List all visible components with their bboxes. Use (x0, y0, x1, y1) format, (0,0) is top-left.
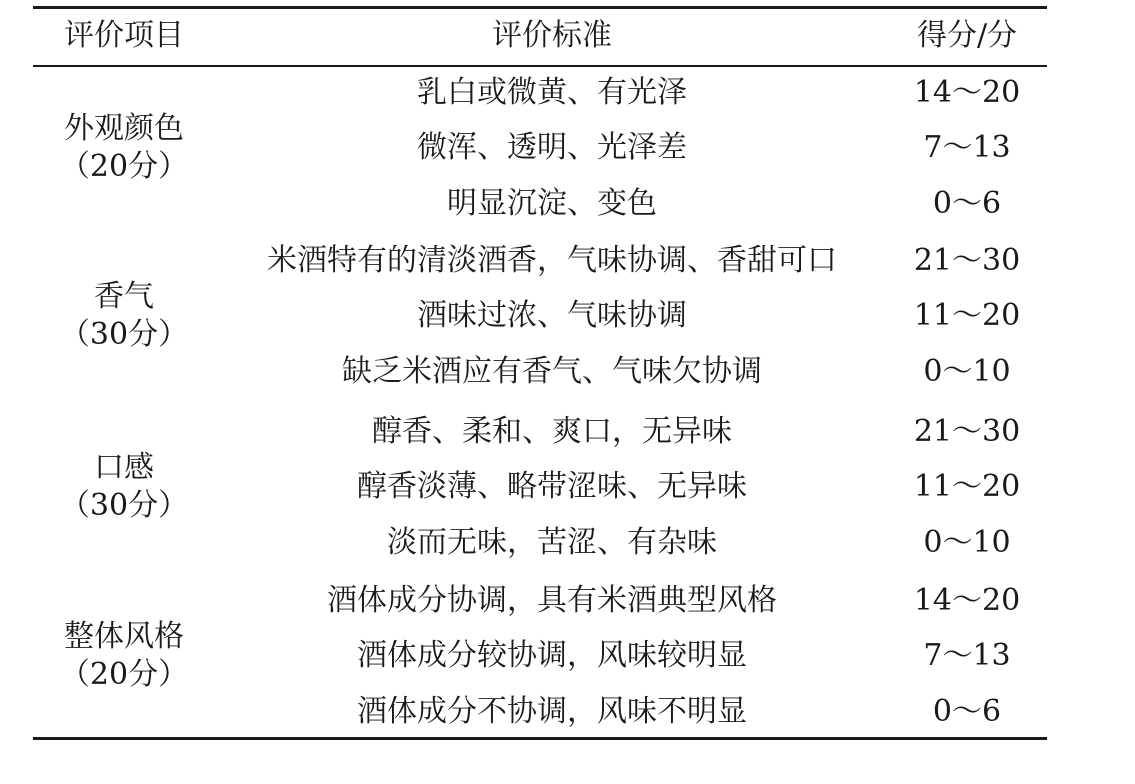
row-standard: 微浑、透明、光泽差 (417, 130, 687, 165)
header-item: 评价项目 (64, 18, 184, 53)
group-label-appearance (60, 110, 188, 186)
group-label-mouthfeel (60, 449, 188, 525)
row-standard: 酒味过浓、气味协调 (417, 298, 687, 333)
header-score: 得分/分 (916, 18, 1018, 53)
row-standard: 淡而无味，苦涩、有杂味 (387, 525, 717, 560)
row-score: 0～10 (923, 354, 1011, 389)
row-score: 0～10 (923, 525, 1011, 560)
row-standard: 米酒特有的清淡酒香，气味协调、香甜可口 (267, 243, 837, 278)
group-name: 外观颜色 (64, 111, 184, 146)
top-rule (33, 6, 1047, 9)
group-name: 香气 (94, 279, 154, 314)
row-standard: 醇香、柔和、爽口，无异味 (372, 414, 732, 449)
row-score: 14～20 (913, 75, 1021, 110)
row-score: 0～6 (932, 694, 1002, 729)
row-score: 14～20 (913, 583, 1021, 618)
bottom-rule (33, 737, 1047, 740)
group-label-overall-style (60, 618, 188, 694)
row-standard: 醇香淡薄、略带涩味、无异味 (357, 469, 747, 504)
group-points: （30分） (59, 488, 189, 523)
row-standard: 酒体成分较协调，风味较明显 (357, 638, 747, 673)
row-score: 11～20 (913, 298, 1021, 333)
row-score: 7～13 (923, 130, 1011, 165)
group-points: （20分） (59, 657, 189, 692)
row-score: 21～30 (913, 414, 1021, 449)
group-label-aroma (60, 278, 188, 354)
row-standard: 酒体成分协调，具有米酒典型风格 (327, 583, 777, 618)
row-standard: 明显沉淀、变色 (447, 186, 657, 221)
row-score: 0～6 (932, 186, 1002, 221)
group-points: （30分） (59, 317, 189, 352)
group-points: （20分） (59, 149, 189, 184)
group-name: 整体风格 (64, 619, 184, 654)
row-score: 7～13 (923, 638, 1011, 673)
row-standard: 酒体成分不协调，风味不明显 (357, 694, 747, 729)
group-name: 口感 (94, 450, 154, 485)
row-standard: 缺乏米酒应有香气、气味欠协调 (342, 354, 762, 389)
header-standard: 评价标准 (492, 18, 612, 53)
row-standard: 乳白或微黄、有光泽 (417, 75, 687, 110)
row-score: 11～20 (913, 469, 1021, 504)
row-score: 21～30 (913, 243, 1021, 278)
header-rule (33, 65, 1047, 67)
